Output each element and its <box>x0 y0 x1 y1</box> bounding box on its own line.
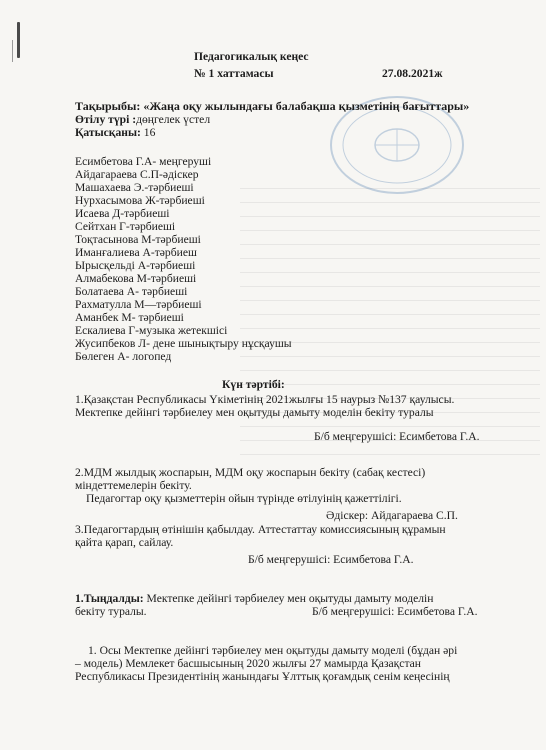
agenda-title: Күн тәртібі: <box>222 378 285 391</box>
binding-mark-secondary <box>12 40 13 62</box>
attendee-item: Сейтхан Г-тәрбиеші <box>75 220 176 233</box>
attendance-value: 16 <box>143 126 156 139</box>
doc-title: Педагогикалық кеңес <box>194 50 309 63</box>
attendee-item: Тоқтасынова М-тәрбиеші <box>75 233 201 246</box>
attendance-label: Қатысқаны: <box>75 126 141 139</box>
heard-line-2: бекіту туралы. <box>75 605 147 618</box>
attendee-item: Рахматулла М—тәрбиеші <box>75 298 202 311</box>
heard-line-1 <box>75 592 433 605</box>
attendance-line <box>75 126 155 139</box>
topic-text: «Жаңа оқу жылындағы балабақша қызметінің бағыттары» <box>143 99 470 113</box>
binding-mark <box>17 22 20 58</box>
attendee-item: Жусипбеков Л- дене шынықтыру нұсқаушы <box>75 337 292 350</box>
attendee-item: Алмабекова М-тәрбиеші <box>75 272 197 285</box>
attendee-item: Есимбетова Г.А- меңгеруші <box>75 155 212 168</box>
heard-responsible: Б/б меңгерушісі: Есимбетова Г.А. <box>312 605 478 618</box>
protocol-number: № 1 хаттамасы <box>194 67 274 80</box>
agenda-item-1-line-2: Мектепке дейінгі тәрбиелеу мен оқытуды дамыту моделін бекіту туралы <box>75 406 434 419</box>
agenda-item-3-line-2: қайта қарап, сайлау. <box>75 536 174 549</box>
format-line <box>75 113 210 126</box>
attendee-item: Болатаева А- тәрбиеші <box>75 285 188 298</box>
agenda-item-2-line-2: міндеттемелерін бекіту. <box>75 479 192 492</box>
agenda-item-2-line-3: Педагогтар оқу қызметтерін ойын түрінде өтілуінің қажеттілігі. <box>86 492 402 505</box>
attendee-item: Бөлеген А- логопед <box>75 350 172 363</box>
agenda-item-1-responsible: Б/б меңгерушісі: Есимбетова Г.А. <box>314 430 480 443</box>
attendee-item: Аманбек М- тәрбиеші <box>75 311 184 324</box>
topic-label: Тақырыбы: <box>75 99 141 113</box>
protocol-date: 27.08.2021ж <box>382 67 443 80</box>
agenda-item-3-line-1: 3.Педагогтардың өтінішін қабылдау. Аттестаттау комиссиясының құрамын <box>75 523 446 536</box>
format-label: Өтілу түрі : <box>75 113 137 126</box>
attendee-item: Ырысқельді А-тәрбиеші <box>75 259 196 272</box>
body-line-3: Республикасы Президентінің жанындағы Ұлттық қоғамдық сенім кеңесінің <box>75 670 450 683</box>
attendee-item: Исаева Д-тәрбиеші <box>75 207 170 220</box>
attendee-item: Нурхасымова Ж-тәрбиеші <box>75 194 205 207</box>
heard-text: Мектепке дейінгі тәрбиелеу мен оқытуды дамыту моделін <box>143 592 434 605</box>
body-line-2: – модель) Мемлекет басшысының 2020 жылғы 27 мамырда Қазақстан <box>75 657 422 670</box>
agenda-item-2-line-1: 2.МДМ жылдық жоспарын, МДМ оқу жоспарын бекіту (сабақ кестесі) <box>75 466 426 479</box>
heard-label: 1.Тыңдалды: <box>75 592 144 605</box>
format-value: дөңгелек үстел <box>136 113 211 126</box>
attendee-item: Ескалиева Г-музыка жетекшісі <box>75 324 228 337</box>
attendee-item: Иманғалиева А-тәрбиеш <box>75 246 197 259</box>
agenda-item-1-line-1: 1.Қазақстан Республикасы Үкіметінің 2021жылғы 15 наурыз №137 қаулысы. <box>75 393 455 406</box>
attendee-item: Машахаева Э.-тәрбиеші <box>75 181 194 194</box>
topic-line <box>75 100 469 113</box>
agenda-item-2-responsible: Әдіскер: Айдагараева С.П. <box>326 509 458 522</box>
attendee-item: Айдагараева С.П-әдіскер <box>75 168 199 181</box>
agenda-item-3-responsible: Б/б меңгерушісі: Есимбетова Г.А. <box>248 553 414 566</box>
body-line-1: 1. Осы Мектепке дейінгі тәрбиелеу мен оқытуды дамыту моделі (бұдан әрі <box>88 644 458 657</box>
